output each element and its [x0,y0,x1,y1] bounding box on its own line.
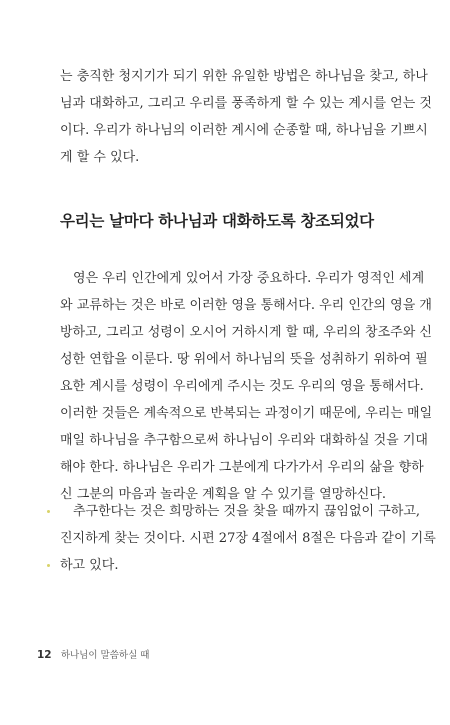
text-line: 영은 우리 인간에게 있어서 가장 중요하다. 우리가 영적인 세계 [73,271,425,286]
text-line: 신 그분의 마음과 놀라운 계획을 알 수 있기를 열망하신다. [60,487,387,502]
text-line: 게 할 수 있다. [60,150,140,165]
page-number: 12 [37,649,52,661]
paragraph-seeking [60,498,436,579]
page-footer [37,648,149,663]
margin-dot [47,564,50,567]
text-line: 성한 연합을 이룬다. 땅 위에서 하나님의 뜻을 성취하기 위하여 필 [60,352,428,367]
paragraph-continued [60,63,432,171]
text-line: 추구한다는 것은 희망하는 것을 찾을 때까지 끊임없이 구하고, [73,504,421,519]
text-line: 님과 대화하고, 그리고 우리를 풍족하게 할 수 있는 계시를 얻는 것 [60,96,432,111]
text-line: 이러한 것들은 계속적으로 반복되는 과정이기 때문에, 우리는 매일 [60,406,433,421]
running-title: 하나님이 말씀하실 때 [60,650,150,661]
text-line: 매일 하나님을 추구함으로써 하나님이 우리와 대화하실 것을 기대 [60,433,428,448]
section-heading: 우리는 날마다 하나님과 대화하도록 창조되었다 [60,212,374,230]
text-line: 와 교류하는 것은 바로 이러한 영을 통해서다. 우리 인간의 영을 개 [60,298,432,313]
text-line: 는 충직한 청지기가 되기 위한 유일한 방법은 하나님을 찾고, 하나 [60,69,428,84]
text-line: 방하고, 그리고 성령이 오시어 거하시게 할 때, 우리의 창조주와 신 [60,325,432,340]
paragraph-spirit [60,265,433,508]
text-line: 이다. 우리가 하나님의 이러한 계시에 순종할 때, 하나님을 기쁘시 [60,123,428,138]
text-line: 하고 있다. [60,558,119,573]
text-line: 진지하게 찾는 것이다. 시편 27장 4절에서 8절은 다음과 같이 기록 [60,531,436,546]
text-line: 해야 한다. 하나님은 우리가 그분에게 다가가서 우리의 삶을 향하 [60,460,424,475]
margin-dot [47,510,50,513]
text-line: 요한 계시를 성령이 우리에게 주시는 것도 우리의 영을 통해서다. [60,379,424,394]
